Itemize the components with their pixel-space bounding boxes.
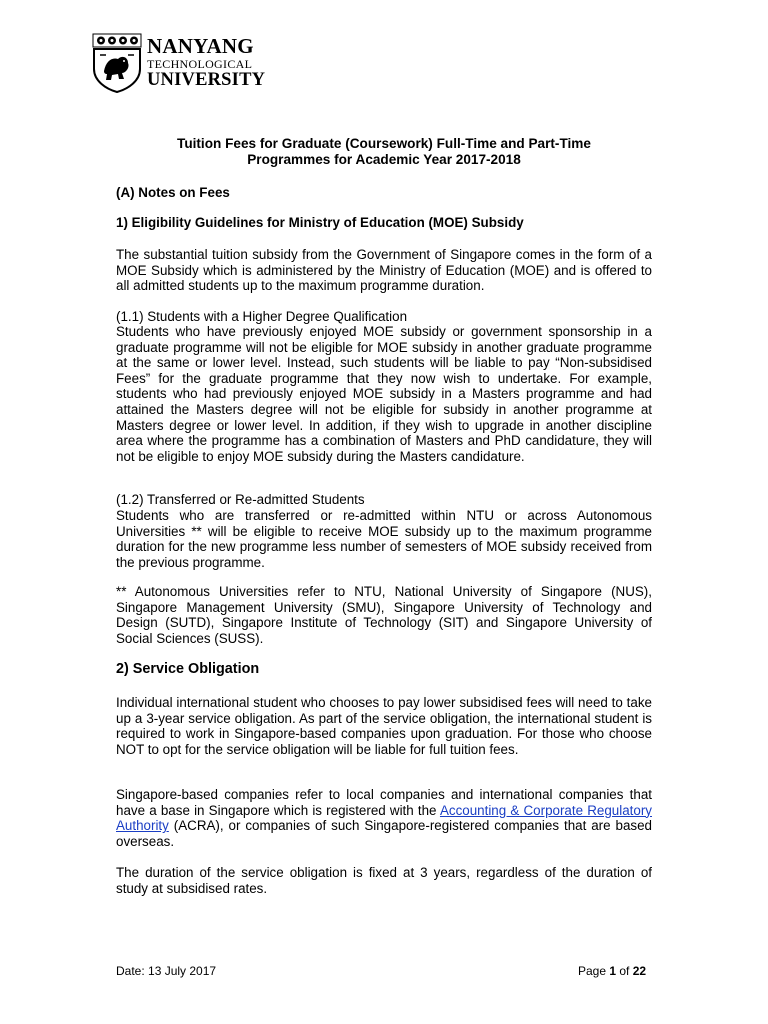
- ntu-logo: [92, 33, 272, 95]
- section-1-heading: 1) Eligibility Guidelines for Ministry of Education (MOE) Subsidy: [116, 215, 524, 230]
- section-2-paragraph-2: [116, 787, 652, 849]
- subsection-1-1-body: Students who have previously enjoyed MOE subsidy or government sponsorship in a graduate programme will not be eligible for MOE subsidy in another graduate programme at the same or lower level. Instead, such students will be liable to pay “Non-subsidised Fees” for the graduate programme that they now wish to undertake. For example, students who had previously enjoyed MOE subsidy in a Masters programme and had attained the Masters degree will not be eligible for subsidy in another programme at Masters degree or lower level. In addition, if they wish to upgrade in another discipline area where the programme has a combination of Masters and PhD candidature, they will not be eligible to enjoy MOE subsidy during the Masters candidature.: [116, 324, 652, 464]
- section-2-heading: 2) Service Obligation: [116, 661, 260, 677]
- logo-wordmark: [147, 35, 265, 90]
- acra-link[interactable]: Accounting & Corporate Regulatory Authority: [116, 802, 652, 834]
- logo-line-1: NANYANG: [147, 34, 254, 58]
- title-line-2: Programmes for Academic Year 2017-2018: [247, 152, 521, 167]
- page-current: 1: [609, 964, 617, 978]
- subsection-1-1-heading: (1.1) Students with a Higher Degree Qualification: [116, 309, 408, 324]
- ntu-crest-icon: [92, 33, 142, 93]
- section-a-heading: (A) Notes on Fees: [116, 185, 230, 200]
- page-prefix: Page: [578, 964, 610, 978]
- subsection-1-2-body: Students who are transferred or re-admitted within NTU or across Autonomous Universities ** will be eligible to receive MOE subsidy up to the maximum programme duration for the new programme less number of semesters of MOE subsidy received from the previous programme.: [116, 508, 652, 570]
- document-title: [116, 136, 652, 168]
- para2-text-after: (ACRA), or companies of such Singapore-registered companies that are based overseas.: [116, 818, 652, 849]
- page-total: 22: [632, 964, 647, 978]
- page-of: of: [616, 964, 633, 978]
- para2-text-before: Singapore-based companies refer to local companies and international companies that have a base in Singapore which is registered with the: [116, 787, 652, 818]
- section-2-paragraph-3: The duration of the service obligation is fixed at 3 years, regardless of the duration of study at subsidised rates.: [116, 865, 652, 896]
- section-1-intro: The substantial tuition subsidy from the Government of Singapore comes in the form of a MOE Subsidy which is administered by the Ministry of Education (MOE) and is offered to all admitted students up to the maximum programme duration.: [116, 247, 652, 294]
- title-line-1: Tuition Fees for Graduate (Coursework) Full-Time and Part-Time: [177, 136, 591, 151]
- section-2-paragraph-1: Individual international student who chooses to pay lower subsidised fees will need to take up a 3-year service obligation. As part of the service obligation, the international student is required to work in Singapore-based companies upon graduation. For those who choose NOT to opt for the service obligation will be liable for full tuition fees.: [116, 695, 652, 757]
- logo-line-3: UNIVERSITY: [147, 70, 266, 90]
- logo-line-2: TECHNOLOGICAL: [147, 57, 253, 71]
- footer-page-number: [578, 964, 646, 978]
- footer-date: Date: 13 July 2017: [116, 964, 217, 978]
- autonomous-universities-note: ** Autonomous Universities refer to NTU, National University of Singapore (NUS), Singapore Management University (SMU), Singapore University of Technology and Design (SUTD), Singapore Institute of Technology (SIT) and Singapore University of Social Sciences (SUSS).: [116, 584, 652, 646]
- subsection-1-2-heading: (1.2) Transferred or Re-admitted Students: [116, 492, 365, 507]
